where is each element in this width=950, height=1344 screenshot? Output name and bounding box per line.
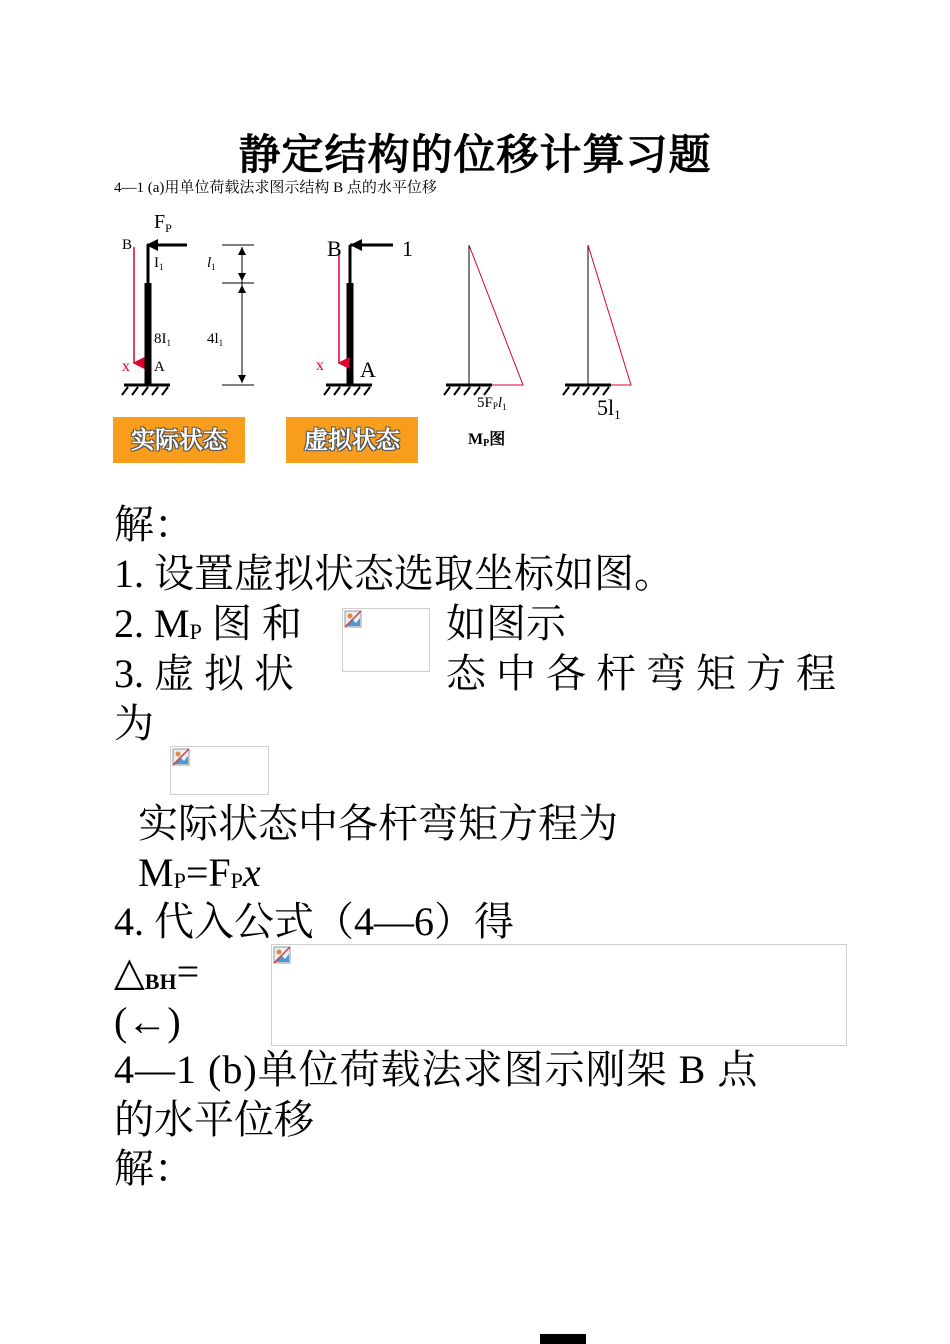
five-fp-l1-label: 5FPl$_1$	[477, 395, 507, 412]
actual-state-figure	[122, 211, 254, 395]
delta-bh-formula-image	[271, 944, 847, 1046]
problem-a-statement: 4—1 (a)用单位荷载法求图示结构 B 点的水平位移	[114, 180, 437, 196]
eight-i1-label: $8I_1$	[154, 331, 171, 348]
x-label: x	[122, 358, 130, 375]
step-3-prefix: 3. 虚 拟 状	[114, 651, 294, 696]
x-label-virtual: x	[316, 357, 324, 374]
unit-moment-diagram	[563, 245, 631, 422]
step-2-suffix: 如图示	[446, 601, 566, 646]
i1-label: $I_1$	[154, 255, 164, 272]
actual-state-badge: 实际状态	[113, 417, 245, 463]
mp-caption: MP图	[468, 431, 506, 449]
a-label-virtual: A	[360, 357, 376, 382]
problem-b-line-1: 4—1 (b)单位荷载法求图示刚架 B 点	[114, 1047, 759, 1092]
actual-moment-line: 实际状态中各杆弯矩方程为	[138, 801, 618, 846]
step-4: 4. 代入公式（4—6）得	[114, 899, 514, 944]
broken-image-icon	[172, 748, 190, 766]
unit-load-label: 1	[402, 236, 413, 261]
l1-label: $l_1$	[207, 255, 216, 272]
five-l1-label: 5l1	[597, 395, 621, 422]
direction-arrow: (←)	[114, 999, 181, 1044]
a-label: A	[154, 359, 165, 375]
broken-image-icon	[273, 946, 291, 964]
step-3-suffix: 态 中 各 杆 弯 矩 方 程	[446, 651, 836, 696]
delta-bh-label: $\triangle_{BH}=$	[114, 949, 200, 994]
page-bottom-mark	[540, 1334, 586, 1344]
page-title: 静定结构的位移计算习题	[238, 130, 712, 179]
b-label: B	[122, 237, 133, 253]
virtual-state-figure	[316, 236, 413, 395]
problem-b-line-2: 的水平位移	[114, 1097, 314, 1142]
step-2-prefix: 2. $M_P$ 图 和	[114, 601, 302, 646]
four-l1-label: $4l_1$	[207, 331, 224, 348]
broken-image-icon	[344, 610, 362, 628]
virtual-state-badge: 虚拟状态	[286, 417, 418, 463]
fp-label: $F_P$	[154, 211, 172, 235]
step-3-tail: 为	[114, 701, 154, 746]
solution-heading-b: 解：	[114, 1146, 194, 1191]
virtual-moment-equation-image	[170, 746, 269, 795]
unit-moment-diagram-image	[342, 608, 430, 672]
step-1: 1. 设置虚拟状态选取坐标如图。	[114, 551, 674, 596]
b-label-virtual: B	[327, 236, 342, 261]
mp-diagram	[444, 245, 523, 449]
solution-heading: 解：	[114, 502, 194, 547]
actual-moment-equation: $M_P=F_Px$	[138, 850, 261, 895]
